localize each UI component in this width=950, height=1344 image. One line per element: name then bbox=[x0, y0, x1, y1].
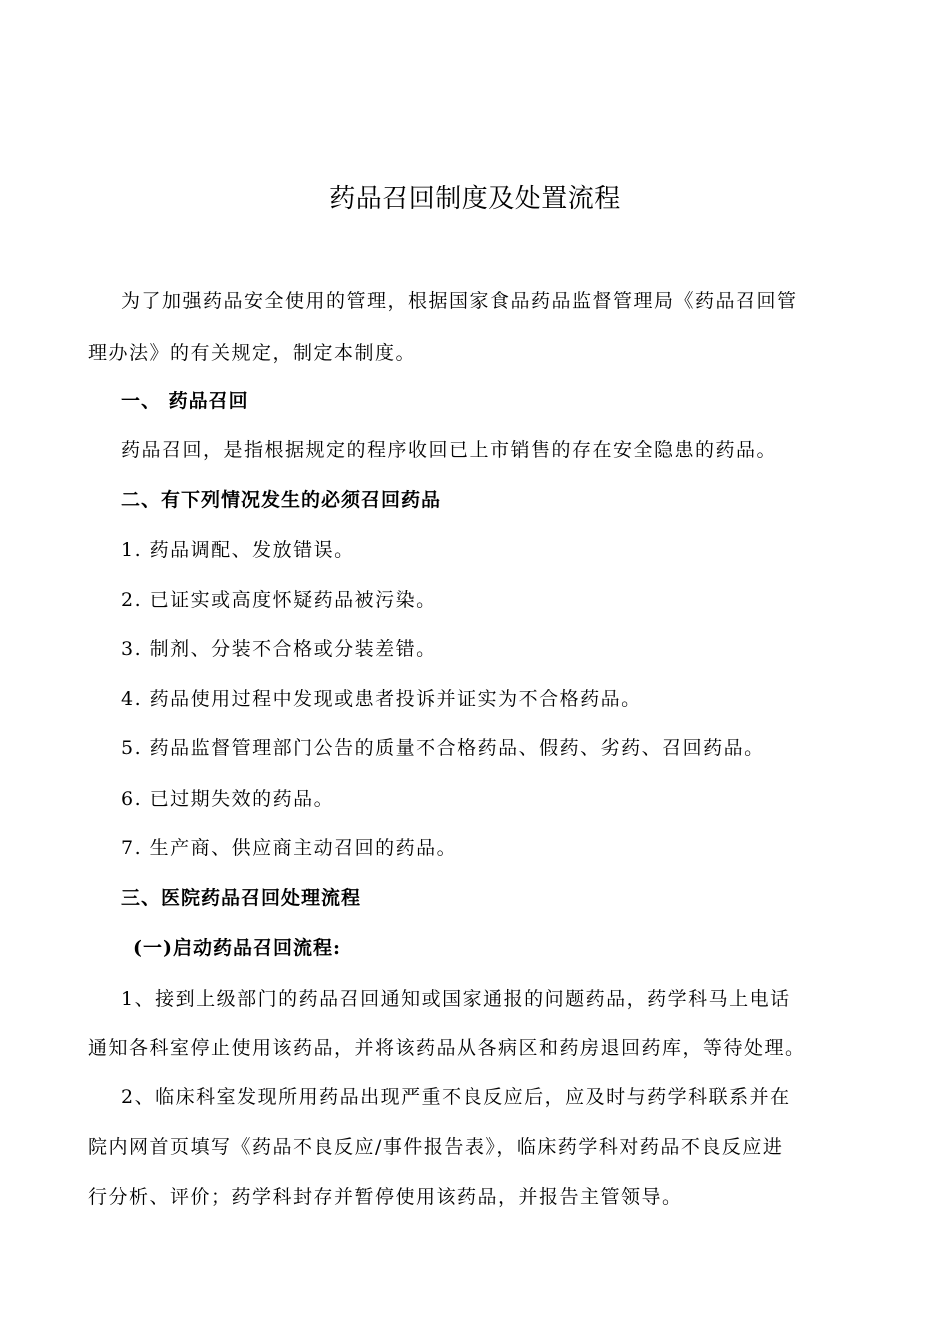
list-item: 1. 药品调配、发放错误。 bbox=[121, 539, 355, 561]
list-item: 6. 已过期失效的药品。 bbox=[121, 788, 335, 810]
list-item: 3. 制剂、分装不合格或分装差错。 bbox=[121, 638, 437, 660]
paragraph-2-line-3: 行分析、评价；药学科封存并暂停使用该药品，并报告主管领导。 bbox=[88, 1186, 683, 1208]
intro-line-2: 理办法》的有关规定，制定本制度。 bbox=[88, 342, 417, 364]
document-title: 药品召回制度及处置流程 bbox=[329, 184, 621, 214]
list-item: 7. 生产商、供应商主动召回的药品。 bbox=[121, 837, 458, 859]
intro-line-1: 为了加强药品安全使用的管理，根据国家食品药品监督管理局《药品召回管 bbox=[121, 290, 798, 312]
list-item: 4. 药品使用过程中发现或患者投诉并证实为不合格药品。 bbox=[121, 688, 642, 710]
list-item: 2. 已证实或高度怀疑药品被污染。 bbox=[121, 589, 437, 611]
section-2-heading: 二、有下列情况发生的必须召回药品 bbox=[121, 489, 442, 511]
section-1-text: 药品召回，是指根据规定的程序收回已上市销售的存在安全隐患的药品。 bbox=[121, 439, 778, 461]
list-item: 5. 药品监督管理部门公告的质量不合格药品、假药、劣药、召回药品。 bbox=[121, 737, 765, 759]
section-3-heading: 三、医院药品召回处理流程 bbox=[121, 887, 362, 909]
paragraph-1-line-2: 通知各科室停止使用该药品，并将该药品从各病区和药房退回药库，等待处理。 bbox=[88, 1037, 806, 1059]
paragraph-2-line-2: 院内网首页填写《药品不良反应/事件报告表》，临床药学科对药品不良反应进 bbox=[88, 1136, 784, 1158]
section-3-subheading: (一)启动药品召回流程: bbox=[133, 937, 341, 959]
paragraph-1-line-1: 1、接到上级部门的药品召回通知或国家通报的问题药品，药学科马上电话 bbox=[121, 988, 791, 1010]
section-1-heading: 一、 药品召回 bbox=[121, 390, 249, 412]
paragraph-2-line-1: 2、临床科室发现所用药品出现严重不良反应后，应及时与药学科联系并在 bbox=[121, 1086, 791, 1108]
